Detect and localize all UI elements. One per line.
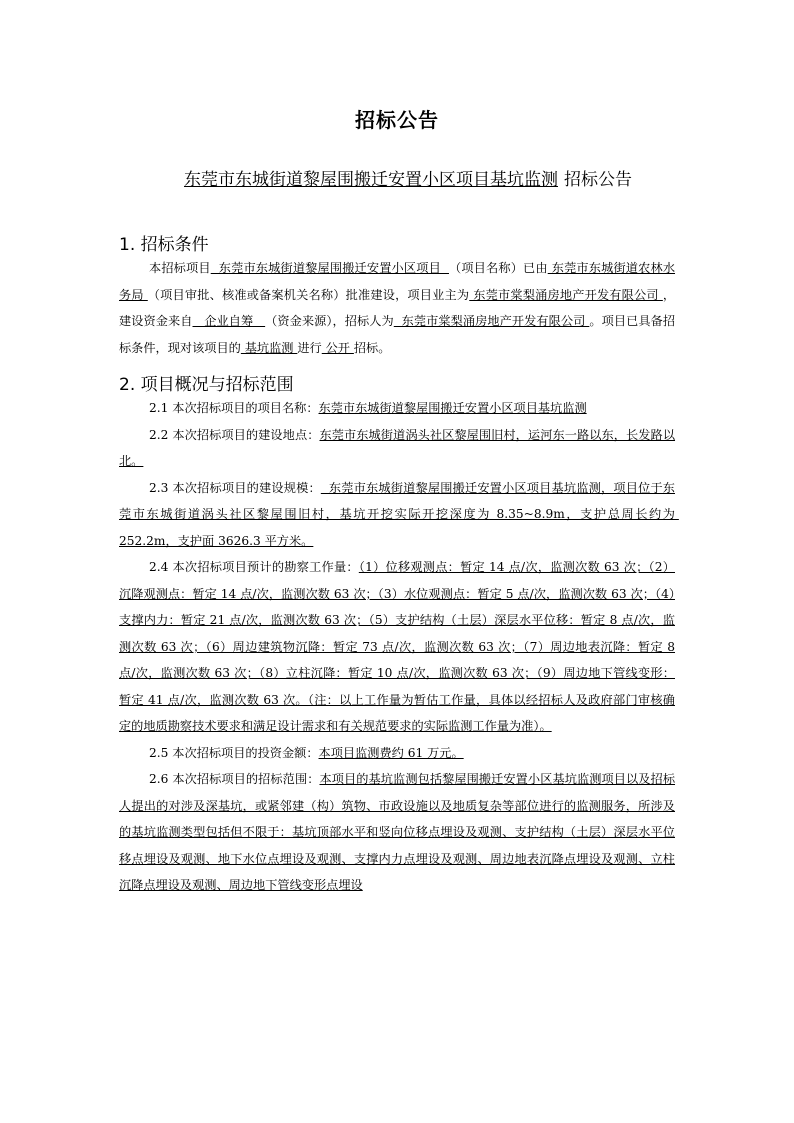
item-2-1-value: 东莞市东城街道黎屋围搬迁安置小区项目基坑监测 bbox=[318, 401, 587, 415]
item-2-3-label: 2.3 本次招标项目的建设规模： bbox=[149, 480, 321, 495]
filled-field: 企业自筹 bbox=[192, 314, 266, 328]
section-2-body bbox=[119, 395, 679, 899]
static-text: （项目名称）已由 bbox=[448, 261, 548, 275]
filled-field: 东莞市东城街道黎屋围搬迁安置小区项目 bbox=[210, 261, 449, 275]
item-2-6-value: 本项目的基坑监测包括黎屋围搬迁安置小区基坑监测项目以及招标人提出的对涉及深基坑，或紧邻建（构）筑物、市政设施以及地质复杂等部位进行的监测服务，所涉及的基坑监测类型包括但不限于：基坑顶部水平和竖向位移点埋设及观测、支护结构（土层）深层水平位移点埋设及观测、地下水位点埋设及观测、支撑内力点埋设及观测、周边地表沉降点埋设及观测、立柱沉降点埋设及观测、周边地下管线变形点埋设 bbox=[119, 772, 676, 892]
section-1-body bbox=[119, 255, 675, 361]
item-2-4-value: （1）位移观测点：暂定 14 点/次，监测次数 63 次；（2）沉降观测点：暂定 14 点/次，监测次数 63 次；（3）水位观测点：暂定 5 点/次，监测次数 63 次；（4）支撑内力：暂定 21 点/次，监测次数 63 次；（5）支护结构（土层）深层水平位移：暂定 8 点/次，监测次数 63 次；（6）周边建筑物沉降：暂定 73 点/次，监测次数 63 次；（7）周边地表沉降：暂定 8 点/次，监测次数 63 次；（8）立柱沉降：暂定 10 点/次，监测次数 63 次；（9）周边地下管线变形：暂定 41 点/次，监测次数 63 次。（注：以上工作量为暂估工作量，具体以经招标人及政府部门审核确定的地质勘察技术要求和满足设计需求和有关规范要求的实际监测工作量为准）。 bbox=[119, 560, 675, 733]
item-2-4-label: 2.4 本次招标项目预计的勘察工作量： bbox=[149, 560, 359, 574]
subtitle-project-name: 东莞市东城街道黎屋围搬迁安置小区项目基坑监测 bbox=[184, 170, 558, 190]
item-2-1 bbox=[119, 395, 675, 422]
item-2-4 bbox=[119, 554, 675, 740]
item-2-3-value: 东莞市东城街道黎屋围搬迁安置小区项目基坑监测，项目位于东莞市东城街道涡头社区黎屋围旧村，基坑开挖实际开挖深度为 8.35~8.9m，支护总周长约为 252.2m，支护面 3626.3 平方米。 bbox=[119, 480, 679, 548]
static-text: 进行 bbox=[297, 340, 322, 355]
announcement-subtitle bbox=[0, 165, 794, 190]
item-2-5-value: 本项目监测费约 61 万元。 bbox=[318, 745, 464, 760]
static-text: ，建设资金来自 bbox=[119, 287, 676, 328]
item-2-6-label: 2.6 本次招标项目的招标范围： bbox=[149, 772, 320, 786]
item-2-5 bbox=[119, 740, 675, 767]
section-2-heading: 2. 项目概况与招标范围 bbox=[119, 375, 294, 395]
item-2-5-label: 2.5 本次招标项目的投资金额： bbox=[149, 745, 319, 760]
item-2-2-label: 2.2 本次招标项目的建设地点： bbox=[149, 427, 320, 442]
static-text: 招标。 bbox=[353, 340, 391, 355]
item-2-6 bbox=[119, 766, 675, 899]
filled-field: 东莞市棠梨涌房地产开发有限公司 bbox=[469, 287, 663, 302]
static-text: （资金来源），招标人为 bbox=[265, 314, 394, 328]
section-1-heading: 1. 招标条件 bbox=[119, 235, 209, 255]
item-2-2-value: 东莞市东城街道涡头社区黎屋围旧村，运河东一路以东，长发路以北。 bbox=[119, 427, 676, 468]
subtitle-suffix: 招标公告 bbox=[564, 170, 632, 190]
item-2-2 bbox=[119, 422, 675, 475]
item-2-3 bbox=[119, 475, 679, 555]
section-1-paragraph bbox=[119, 255, 675, 361]
item-2-1-label: 2.1 本次招标项目的项目名称： bbox=[149, 401, 319, 415]
filled-field: 东莞市东城街道农林水务局 bbox=[119, 261, 676, 302]
filled-field: 公开 bbox=[321, 340, 354, 355]
filled-field: 基坑监测 bbox=[240, 340, 298, 355]
filled-field: 东莞市棠梨涌房地产开发有限公司 bbox=[393, 314, 590, 328]
static-text: 。项目已具备招标条件，现对该项目的 bbox=[119, 314, 676, 355]
static-text: （项目审批、核准或备案机关名称）批准建设，项目业主为 bbox=[147, 287, 470, 302]
page-title: 招标公告 bbox=[355, 108, 439, 132]
static-text: 本招标项目 bbox=[149, 261, 211, 275]
